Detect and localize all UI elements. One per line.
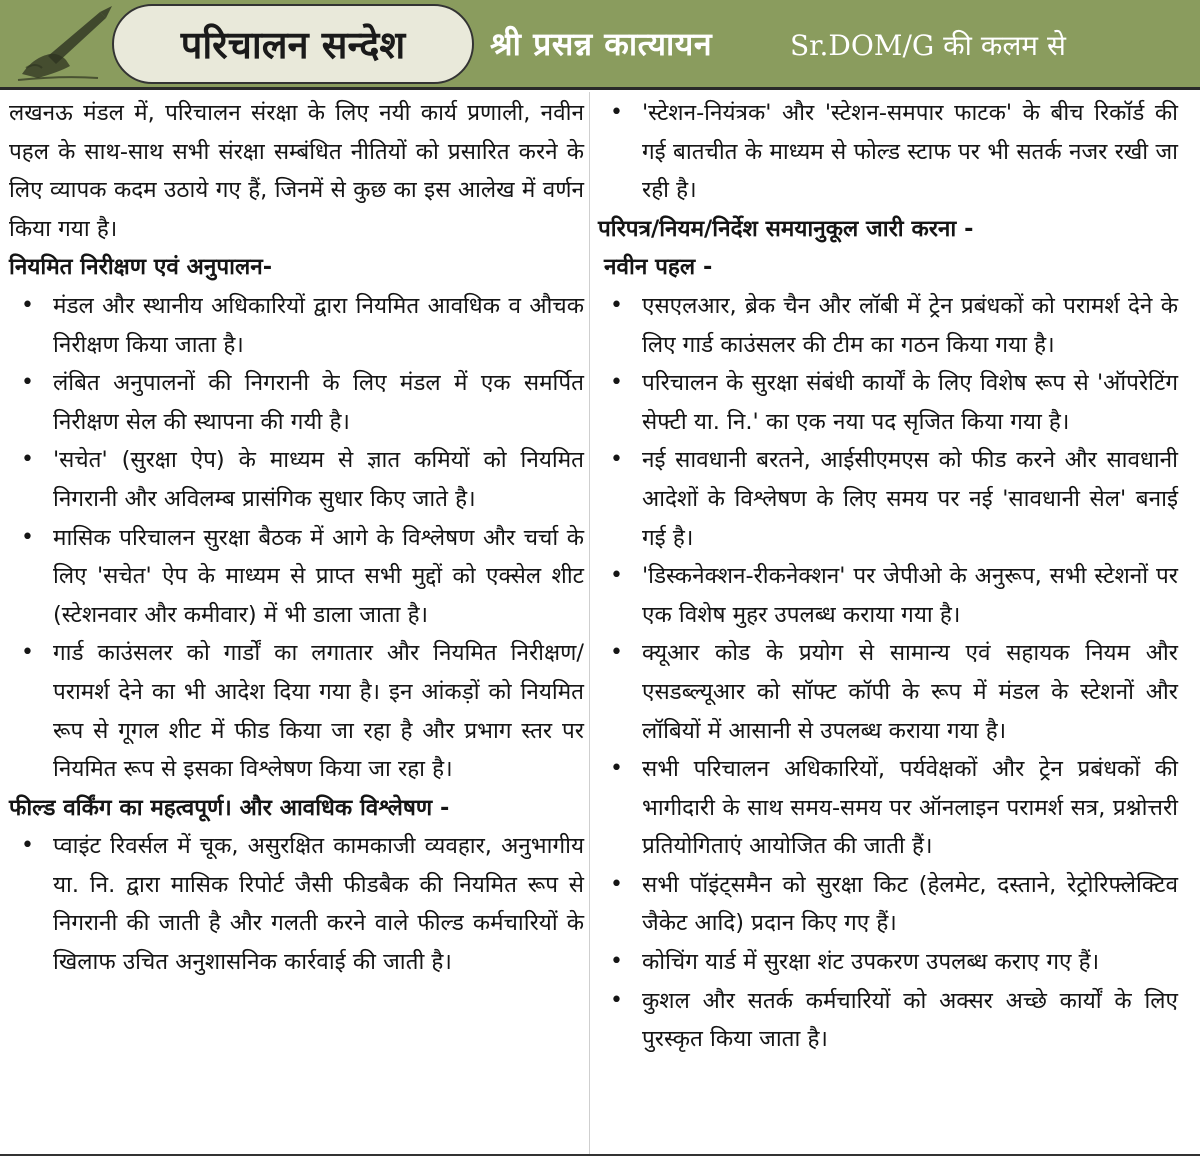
list-item: • मंडल और स्थानीय अधिकारियों द्वारा नियमित आवधिक व औचक निरीक्षण किया जाता है। — [9, 287, 584, 364]
list-item: • 'सचेत' (सुरक्षा ऐप) के माध्यम से ज्ञात कमियों को नियमित निगरानी और अविलम्ब प्रासंगिक सुधार किए जाते है। — [9, 441, 584, 518]
column-title: परिचालन सन्देश — [112, 4, 474, 84]
bottom-rule — [0, 1154, 1200, 1156]
list-item: • नई सावधानी बरतने, आईसीएमएस को फीड करने और सावधानी आदेशों के विश्लेषण के लिए समय पर नई 'सावधानी सेल' बनाई गई है। — [598, 441, 1178, 557]
list-item: • क्यूआर कोड के प्रयोग से सामान्य एवं सहायक नियम और एसडब्ल्यूआर को सॉफ्ट कॉपी के रूप में मंडल के स्टेशनों और लॉबियों में आसानी से उपलब्ध कराया गया है। — [598, 634, 1178, 750]
list-item: • परिचालन के सुरक्षा संबंधी कार्यों के लिए विशेष रूप से 'ऑपरेटिंग सेफ्टी या. नि.' का एक नया पद सृजित किया गया है। — [598, 364, 1178, 441]
bullet-icon: • — [610, 370, 623, 396]
bullet-icon: • — [610, 871, 623, 897]
list-item: • 'स्टेशन-नियंत्रक' और 'स्टेशन-समपार फाटक' के बीच रिकॉर्ड की गई बातचीत के माध्यम से फोल्ड स्टाफ पर भी सतर्क नजर रखी जा रही है। — [598, 94, 1178, 210]
right-column — [598, 94, 1178, 1059]
section-heading-new-initiative: नवीन पहल - — [604, 254, 713, 281]
column-divider — [589, 92, 590, 1154]
list-item: • सभी पॉइंट्समैन को सुरक्षा किट (हेलमेट, दस्ताने, रेट्रोरिफ्लेक्टिव जैकेट आदि) प्रदान किए गए हैं। — [598, 866, 1178, 943]
inspection-list — [9, 287, 584, 789]
field-working-list — [9, 827, 584, 981]
list-item: • सभी परिचालन अधिकारियों, पर्यवेक्षकों और ट्रेन प्रबंधकों की भागीदारी के साथ समय-समय पर ऑनलाइन परामर्श सत्र, प्रश्नोत्तरी प्रतियोगिताएं आयोजित की जाती हैं। — [598, 750, 1178, 866]
bullet-icon: • — [21, 370, 34, 396]
list-item: • कोचिंग यार्ड में सुरक्षा शंट उपकरण उपलब्ध कराए गए हैं। — [598, 943, 1178, 982]
section-heading-field-working: फील्ड वर्किंग का महत्वपूर्ण। और आवधिक विश्लेषण - — [9, 794, 450, 821]
bullet-icon: • — [21, 292, 34, 318]
section-heading-circulars: परिपत्र/नियम/निर्देश समयानुकूल जारी करना - — [598, 215, 974, 242]
author-name: श्री प्रसन्न कात्यायन — [490, 25, 713, 63]
bullet-icon: • — [610, 756, 623, 782]
pen-writing-icon — [8, 4, 123, 86]
list-item: • गार्ड काउंसलर को गार्डों का लगातार और नियमित निरीक्षण/परामर्श देने का भी आदेश दिया गया है। इन आंकड़ों को नियमित रूप से गूगल शीट में फीड किया जा रहा है और प्रभाग स्तर पर नियमित रूप से इसका विश्लेषण किया जा रहा है। — [9, 634, 584, 788]
bullet-icon: • — [610, 949, 623, 975]
bullet-icon: • — [610, 640, 623, 666]
list-item: • मासिक परिचालन सुरक्षा बैठक में आगे के विश्लेषण और चर्चा के लिए 'सचेत' ऐप के माध्यम से प्राप्त सभी मुद्दों को एक्सेल शीट (स्टेशनवार और कमीवार) में भी डाला जाता है। — [9, 519, 584, 635]
bullet-icon: • — [610, 563, 623, 589]
list-item: • लंबित अनुपालनों की निगरानी के लिए मंडल में एक समर्पित निरीक्षण सेल की स्थापना की गयी है। — [9, 364, 584, 441]
initiative-list — [598, 287, 1178, 1059]
bullet-icon: • — [21, 833, 34, 859]
section-heading-inspection: नियमित निरीक्षण एवं अनुपालन- — [9, 254, 273, 281]
continued-list — [598, 94, 1178, 210]
list-item: • एसएलआर, ब्रेक चैन और लॉबी में ट्रेन प्रबंधकों को परामर्श देने के लिए गार्ड काउंसलर की टीम का गठन किया गया है। — [598, 287, 1178, 364]
bullet-icon: • — [610, 987, 623, 1013]
list-item: • 'डिस्कनेक्शन-रीकनेक्शन' पर जेपीओ के अनुरूप, सभी स्टेशनों पर एक विशेष मुहर उपलब्ध कराया गया है। — [598, 557, 1178, 634]
intro-paragraph: लखनऊ मंडल में, परिचालन संरक्षा के लिए नयी कार्य प्रणाली, नवीन पहल के साथ-साथ सभी संरक्षा सम्बंधित नीतियों को प्रसारित करने के लिए व्यापक कदम उठाये गए हैं, जिनमें से कुछ का इस आलेख में वर्णन किया गया है। — [9, 100, 584, 242]
article-header — [0, 0, 1200, 90]
bullet-icon: • — [21, 524, 34, 550]
list-item: • कुशल और सतर्क कर्मचारियों को अक्सर अच्छे कार्यों के लिए पुरस्कृत किया जाता है। — [598, 982, 1178, 1059]
bullet-icon: • — [21, 640, 34, 666]
list-item: • प्वाइंट रिवर्सल में चूक, असुरक्षित कामकाजी व्यवहार, अनुभागीय या. नि. द्वारा मासिक रिपोर्ट जैसी फीडबैक की नियमित रूप से निगरानी की जाती है और गलती करने वाले फील्ड कर्मचारियों के खिलाफ उचित अनुशासनिक कार्रवाई की जाती है। — [9, 827, 584, 981]
bullet-icon: • — [21, 447, 34, 473]
bullet-icon: • — [610, 100, 623, 125]
bullet-icon: • — [610, 447, 623, 473]
bullet-icon: • — [610, 292, 623, 318]
author-role: Sr.DOM/G की कलम से — [790, 29, 1066, 62]
left-column — [9, 94, 584, 982]
